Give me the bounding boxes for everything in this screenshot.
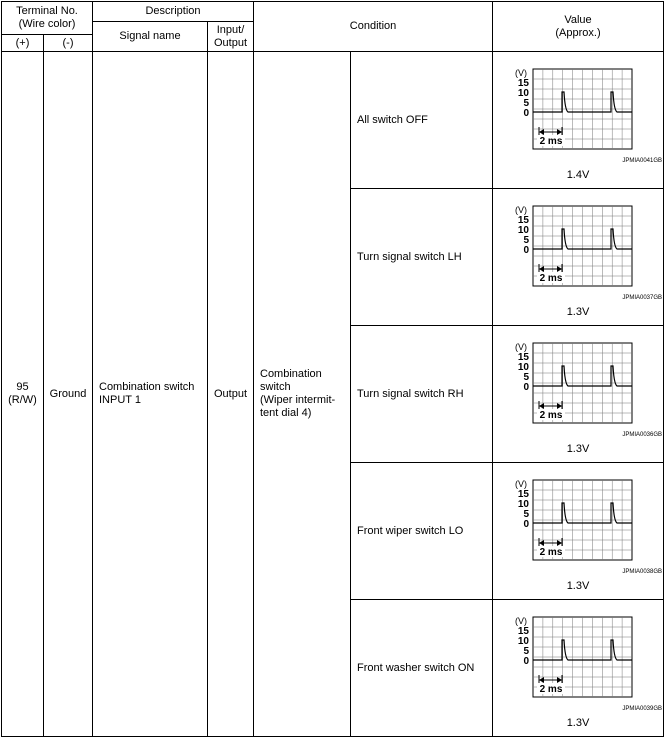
y-tick-label: 10 — [517, 636, 530, 647]
figure-code: JPMIA0039GB — [622, 706, 663, 712]
y-unit-label: (V) — [515, 68, 528, 78]
condition-item: Turn signal switch RH — [351, 326, 493, 463]
figure-code: JPMIA0041GB — [622, 158, 663, 164]
y-tick-label: 15 — [517, 352, 530, 363]
time-label: 2 ms — [539, 410, 563, 421]
y-tick-label: 15 — [517, 78, 530, 89]
y-tick-label: 5 — [523, 235, 530, 246]
y-tick-label: 15 — [517, 626, 530, 637]
y-tick-label: 0 — [523, 519, 530, 530]
value-cell — [493, 326, 664, 463]
signal-name: Combination switch INPUT 1 — [93, 52, 208, 737]
y-tick-label: 0 — [523, 108, 530, 119]
condition-item: All switch OFF — [351, 52, 493, 189]
y-tick-label: 5 — [523, 509, 530, 520]
condition-item: Turn signal switch LH — [351, 189, 493, 326]
time-label: 2 ms — [539, 273, 563, 284]
time-label: 2 ms — [539, 684, 563, 695]
description-header: Description — [93, 2, 254, 22]
waveform-graph — [496, 65, 636, 153]
y-tick-label: 15 — [517, 215, 530, 226]
terminal-no-header: Terminal No. (Wire color) — [2, 2, 93, 35]
y-tick-label: 15 — [517, 489, 530, 500]
y-tick-label: 5 — [523, 646, 530, 657]
y-tick-label: 10 — [517, 225, 530, 236]
terminal-number: 95 (R/W) — [2, 52, 44, 737]
value-cell — [493, 52, 664, 189]
approx-value: 1.3V — [566, 580, 590, 592]
ground-terminal: Ground — [44, 52, 93, 737]
approx-value: 1.3V — [566, 306, 590, 318]
io-value: Output — [208, 52, 254, 737]
input-output-header: Input/ Output — [208, 22, 254, 52]
time-label: 2 ms — [539, 547, 563, 558]
y-tick-label: 10 — [517, 362, 530, 373]
value-header: Value (Approx.) — [493, 2, 664, 52]
value-cell — [493, 600, 664, 737]
condition-item: Front washer switch ON — [351, 600, 493, 737]
condition-item: Front wiper switch LO — [351, 463, 493, 600]
y-tick-label: 5 — [523, 98, 530, 109]
y-tick-label: 0 — [523, 382, 530, 393]
waveform-graph — [496, 613, 636, 701]
y-unit-label: (V) — [515, 479, 528, 489]
figure-code: JPMIA0037GB — [622, 295, 663, 301]
y-tick-label: 10 — [517, 88, 530, 99]
approx-value: 1.3V — [566, 443, 590, 455]
waveform-graph — [496, 202, 636, 290]
time-label: 2 ms — [539, 136, 563, 147]
y-unit-label: (V) — [515, 342, 528, 352]
figure-code: JPMIA0036GB — [622, 432, 663, 438]
plus-header: (+) — [2, 35, 44, 52]
approx-value: 1.3V — [566, 717, 590, 729]
y-unit-label: (V) — [515, 205, 528, 215]
value-cell — [493, 463, 664, 600]
figure-code: JPMIA0038GB — [622, 569, 663, 575]
y-tick-label: 5 — [523, 372, 530, 383]
condition-header: Condition — [254, 2, 493, 52]
signal-name-header: Signal name — [93, 22, 208, 52]
y-tick-label: 0 — [523, 245, 530, 256]
y-tick-label: 10 — [517, 499, 530, 510]
y-unit-label: (V) — [515, 616, 528, 626]
approx-value: 1.4V — [566, 169, 590, 181]
waveform-graph — [496, 476, 636, 564]
y-tick-label: 0 — [523, 656, 530, 667]
value-cell — [493, 189, 664, 326]
waveform-graph — [496, 339, 636, 427]
signal-table — [1, 1, 664, 737]
condition-main: Combination switch (Wiper intermit- tent dial 4) — [254, 52, 351, 737]
minus-header: (-) — [44, 35, 93, 52]
